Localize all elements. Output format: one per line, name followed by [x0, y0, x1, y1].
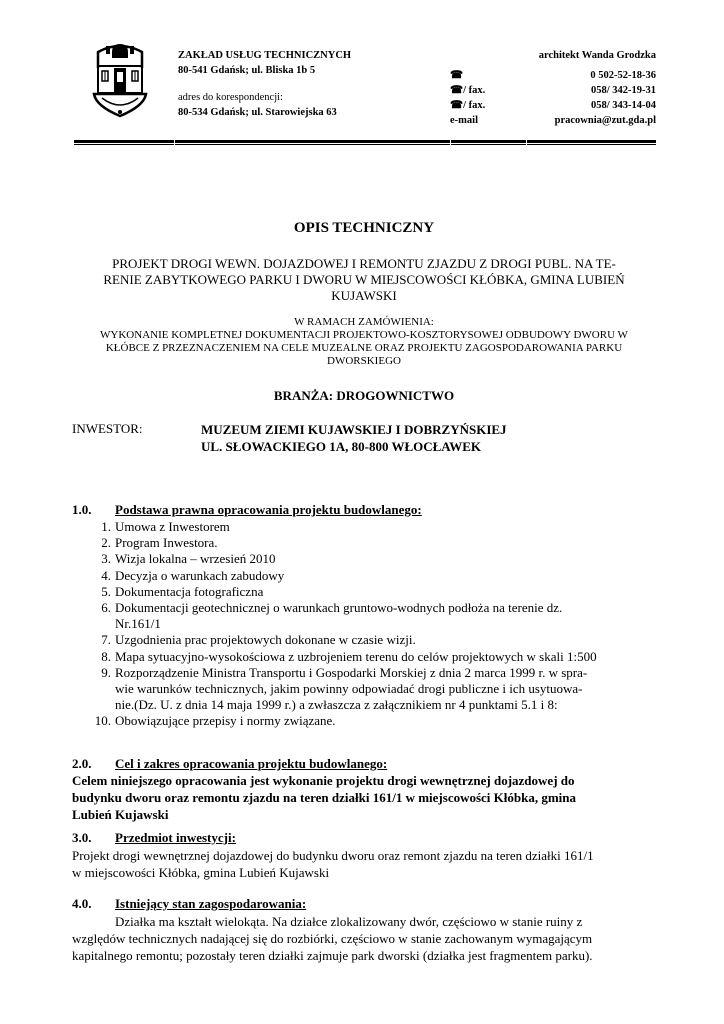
- investor-name: [201, 421, 507, 455]
- body-line: Działka ma kształt wielokąta. Na działce zlokalizowany dwór, częściowo w stanie ruiny z: [115, 914, 583, 929]
- phone-row-1: [450, 68, 463, 83]
- body-line: w miejscowości Kłóbka, gmina Lubień Kujawski: [72, 865, 330, 880]
- list-item: [72, 649, 662, 665]
- investor-line: UL. SŁOWACKIEGO 1A, 80-800 WŁOCŁAWEK: [201, 439, 482, 454]
- section-number: 1.0.: [72, 502, 92, 517]
- phone-row-3: [450, 98, 485, 113]
- item-number: 2.: [101, 535, 111, 551]
- body-line: kapitalnego remontu; pozostały teren działki zajmuje park dworski (działka jest fragmentem parku).: [72, 948, 593, 963]
- legal-basis-list: [72, 519, 662, 730]
- list-item: [72, 600, 662, 632]
- body-line: względów technicznych nadającej się do rozbiórki, częściowo w stanie zachowanym wymagającym: [72, 931, 593, 946]
- project-line: KUJAWSKI: [331, 288, 397, 303]
- item-text: Obowiązujące przepisy i normy związane.: [115, 713, 336, 729]
- item-text: Program Inwestora.: [115, 535, 218, 551]
- header-divider: [74, 140, 656, 146]
- order-description: [72, 316, 656, 368]
- project-line: RENIE ZABYTKOWEGO PARKU I DWORU W MIEJSCOWOŚCI KŁÓBKA, GMINA LUBIEŃ: [103, 272, 625, 287]
- item-number: 8.: [101, 648, 111, 664]
- list-item: [72, 665, 662, 714]
- section-number: 2.0.: [72, 756, 92, 771]
- item-text: Dokumentacja fotograficzna: [115, 583, 264, 599]
- telephone-icon: ☎: [450, 70, 464, 81]
- item-number: 6.: [101, 600, 111, 616]
- contact-label: / fax.: [463, 100, 486, 111]
- phone-row-2: [450, 83, 485, 98]
- project-line: PROJEKT DROGI WEWN. DOJAZDOWEJ I REMONTU ZJAZDU Z DROGI PUBL. NA TE-: [112, 256, 616, 271]
- item-text: Nr.161/1: [115, 616, 161, 632]
- item-number: 1.: [101, 519, 111, 534]
- list-item: [72, 584, 662, 600]
- body-line: Lubień Kujawski: [72, 807, 169, 822]
- order-line: DWORSKIEGO: [327, 355, 401, 367]
- document-title: OPIS TECHNICZNY: [293, 220, 435, 236]
- email-label: e-mail: [450, 115, 478, 126]
- item-text: Umowa z Inwestorem: [115, 519, 230, 534]
- list-item: [72, 713, 662, 729]
- section-2-heading: [72, 756, 660, 772]
- section-title: Przedmiot inwestycji:: [115, 830, 236, 845]
- item-text: Decyzja o warunkach zabudowy: [115, 567, 285, 583]
- investor-label: INWESTOR:: [72, 421, 143, 436]
- item-number: 10.: [94, 713, 111, 729]
- telephone-icon: ☎: [450, 85, 464, 96]
- section-2-body: [72, 772, 660, 823]
- item-text: wie warunków technicznych, jakim powinny odpowiadać drogi publiczne i ich usytuowa-: [115, 681, 583, 697]
- section-1-heading: [72, 502, 660, 518]
- manor-house-logo-icon: [92, 42, 148, 118]
- order-line: WYKONANIE KOMPLETNEJ DOKUMENTACJI PROJEKTOWO-KOSZTORYSOWEJ ODBUDOWY DWORU W: [100, 329, 628, 341]
- section-4-body: [72, 913, 660, 964]
- order-line: KŁÓBCE Z PRZEZNACZENIEM NA CELE MUZEALNE ORAZ PROJEKTU ZAGOSPODAROWANIA PARKU: [105, 342, 623, 354]
- correspondence-address: 80-534 Gdańsk; ul. Starowiejska 63: [178, 107, 337, 118]
- item-number: 9.: [101, 664, 111, 680]
- company-address: 80-541 Gdańsk; ul. Bliska 1b 5: [178, 65, 316, 76]
- item-text: Rozporządzenie Ministra Transportu i Gospodarki Morskiej z dnia 2 marca 1999 r. w spra-: [115, 664, 588, 680]
- section-title: Cel i zakres opracowania projektu budowlanego:: [115, 756, 388, 771]
- architect-name: architekt Wanda Grodzka: [538, 50, 656, 61]
- item-text: Wizja lokalna – wrzesień 2010: [115, 551, 276, 567]
- branch-heading: BRANŻA: DROGOWNICTWO: [273, 388, 455, 403]
- item-number: 7.: [101, 632, 111, 648]
- body-line: Celem niniejszego opracowania jest wykonanie projektu drogi wewnętrznej dojazdowej do: [72, 773, 575, 788]
- telephone-icon: ☎: [450, 100, 464, 111]
- body-line: budynku dworu oraz remontu zjazdu na teren działki 161/1 w miejscowości Kłóbka, gmina: [72, 790, 577, 805]
- item-number: 3.: [101, 551, 111, 567]
- section-3-body: [72, 847, 660, 881]
- list-item: [72, 632, 662, 648]
- list-item: [72, 551, 662, 567]
- contact-label: / fax.: [463, 85, 486, 96]
- list-item: [72, 568, 662, 584]
- phone-value-3: 058/ 343-14-04: [590, 100, 656, 111]
- list-item: [72, 535, 662, 551]
- correspondence-label: adres do korespondencji:: [178, 92, 283, 103]
- section-title: Podstawa prawna opracowania projektu budowlanego:: [115, 502, 422, 517]
- phone-value-1: 0 502-52-18-36: [590, 70, 656, 81]
- section-number: 3.0.: [72, 830, 92, 845]
- email-value[interactable]: pracownia@zut.gda.pl: [554, 115, 656, 126]
- item-text: Uzgodnienia prac projektowych dokonane w czasie wizji.: [115, 632, 416, 648]
- section-4-heading: [72, 896, 660, 912]
- section-title: Istniejący stan zagospodarowania:: [115, 896, 307, 911]
- item-text: Dokumentacji geotechnicznej o warunkach gruntowo-wodnych podłoża na terenie dz.: [115, 600, 563, 616]
- section-number: 4.0.: [72, 896, 92, 911]
- item-text: Mapa sytuacyjno-wysokościowa z uzbrojeniem terenu do celów projektowych w skali 1:500: [115, 648, 597, 664]
- section-3-heading: [72, 830, 660, 846]
- company-name: ZAKŁAD USŁUG TECHNICZNYCH: [178, 50, 352, 61]
- item-text: nie.(Dz. U. z dnia 14 maja 1999 r.) a zwłaszcza z załącznikiem nr 4 punktami 5.1 i 8:: [115, 697, 558, 713]
- item-number: 4.: [101, 567, 111, 583]
- phone-value-2: 058/ 342-19-31: [590, 85, 656, 96]
- item-number: 5.: [101, 583, 111, 599]
- list-item: [72, 519, 662, 535]
- project-description: [72, 256, 656, 304]
- order-line: W RAMACH ZAMÓWIENIA:: [294, 316, 434, 328]
- body-line: Projekt drogi wewnętrznej dojazdowej do budynku dworu oraz remont zjazdu na teren działki 161/1: [72, 848, 594, 863]
- investor-line: MUZEUM ZIEMI KUJAWSKIEJ I DOBRZYŃSKIEJ: [201, 422, 507, 437]
